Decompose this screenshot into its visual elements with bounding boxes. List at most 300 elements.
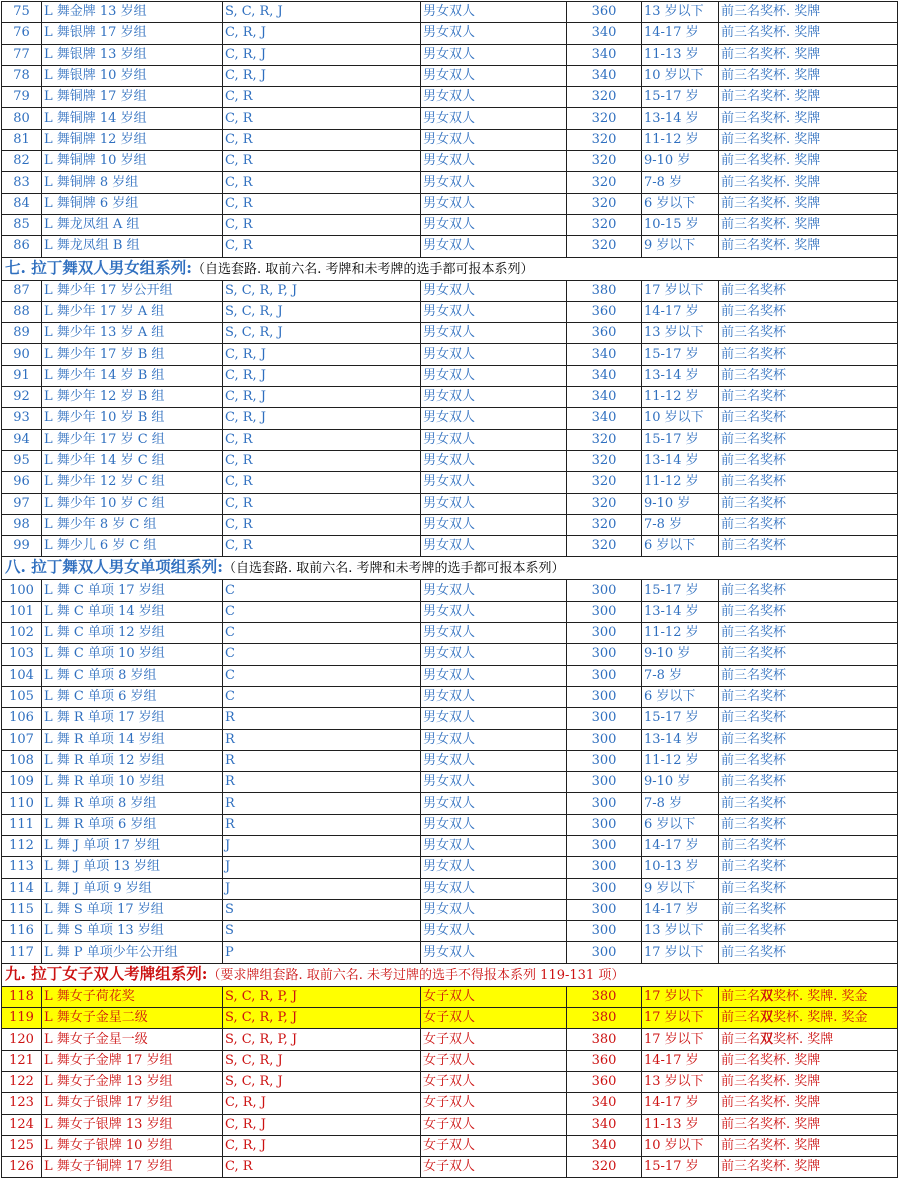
event-number-cell: 91 — [2, 365, 42, 386]
event-number-cell: 88 — [2, 301, 42, 322]
category-cell: 男女双人 — [421, 899, 567, 920]
table-row — [2, 1008, 898, 1029]
award-cell — [719, 1008, 898, 1029]
event-number-cell: 103 — [2, 644, 42, 665]
category-cell: 男女双人 — [421, 793, 567, 814]
dances-cell: C, R — [223, 87, 421, 108]
event-number-cell: 82 — [2, 151, 42, 172]
event-name-cell: L 舞女子金星二级 — [42, 1008, 223, 1029]
fee-cell: 320 — [567, 1157, 642, 1178]
fee-cell: 300 — [567, 857, 642, 878]
table-row — [2, 729, 898, 750]
table-row — [2, 172, 898, 193]
event-name-cell: L 舞 S 单项 17 岁组 — [42, 899, 223, 920]
event-name-cell: L 舞女子金牌 13 岁组 — [42, 1071, 223, 1092]
table-row — [2, 87, 898, 108]
section-title: 七. 拉丁舞双人男女组系列: — [5, 257, 193, 277]
fee-cell: 300 — [567, 814, 642, 835]
section-header-cell — [2, 557, 898, 580]
category-cell: 男女双人 — [421, 644, 567, 665]
dances-cell: C — [223, 601, 421, 622]
dances-cell: S — [223, 899, 421, 920]
event-number-cell: 97 — [2, 493, 42, 514]
award-double-mark: 双 — [760, 1010, 774, 1026]
table-row — [2, 686, 898, 707]
competition-events-table — [1, 1, 898, 1178]
section-note: （自选套路. 取前六名. 考牌和未考牌的选手都可报本系列） — [192, 261, 534, 277]
event-number-cell: 106 — [2, 708, 42, 729]
award-cell: 前三名奖杯. 奖牌 — [719, 65, 898, 86]
award-cell: 前三名奖杯 — [719, 644, 898, 665]
award-cell: 前三名奖杯 — [719, 686, 898, 707]
age-group-cell: 10-15 岁 — [642, 214, 719, 235]
section-header-cell — [2, 257, 898, 280]
table-row — [2, 835, 898, 856]
fee-cell: 300 — [567, 708, 642, 729]
age-group-cell: 7-8 岁 — [642, 514, 719, 535]
award-cell: 前三名奖杯 — [719, 793, 898, 814]
table-row — [2, 301, 898, 322]
fee-cell: 300 — [567, 921, 642, 942]
dances-cell: R — [223, 729, 421, 750]
award-cell: 前三名奖杯. 奖牌 — [719, 2, 898, 23]
table-row — [2, 450, 898, 471]
fee-cell: 300 — [567, 750, 642, 771]
age-group-cell: 14-17 岁 — [642, 835, 719, 856]
dances-cell: C, R, J — [223, 1114, 421, 1135]
dances-cell: C, R, J — [223, 1093, 421, 1114]
fee-cell: 380 — [567, 1029, 642, 1050]
dances-cell: C, R — [223, 514, 421, 535]
dances-cell: C, R — [223, 236, 421, 257]
age-group-cell: 15-17 岁 — [642, 1157, 719, 1178]
award-cell: 前三名奖杯. 奖牌 — [719, 1093, 898, 1114]
table-row — [2, 814, 898, 835]
event-number-cell: 101 — [2, 601, 42, 622]
dances-cell: R — [223, 814, 421, 835]
category-cell: 男女双人 — [421, 365, 567, 386]
event-number-cell: 119 — [2, 1008, 42, 1029]
dances-cell: S, C, R, J — [223, 1071, 421, 1092]
category-cell: 男女双人 — [421, 536, 567, 557]
fee-cell: 300 — [567, 899, 642, 920]
fee-cell: 340 — [567, 344, 642, 365]
award-cell: 前三名奖杯 — [719, 323, 898, 344]
event-name-cell: L 舞铜牌 12 岁组 — [42, 129, 223, 150]
age-group-cell: 11-12 岁 — [642, 750, 719, 771]
dances-cell: C, R, J — [223, 408, 421, 429]
event-number-cell: 80 — [2, 108, 42, 129]
category-cell: 女子双人 — [421, 1114, 567, 1135]
category-cell: 男女双人 — [421, 87, 567, 108]
age-group-cell: 9-10 岁 — [642, 493, 719, 514]
dances-cell: C, R — [223, 214, 421, 235]
event-number-cell: 114 — [2, 878, 42, 899]
event-number-cell: 76 — [2, 23, 42, 44]
event-number-cell: 79 — [2, 87, 42, 108]
event-name-cell: L 舞 J 单项 13 岁组 — [42, 857, 223, 878]
age-group-cell: 11-12 岁 — [642, 623, 719, 644]
category-cell: 女子双人 — [421, 1029, 567, 1050]
event-number-cell: 120 — [2, 1029, 42, 1050]
dances-cell: C, R — [223, 193, 421, 214]
event-number-cell: 87 — [2, 280, 42, 301]
event-number-cell: 90 — [2, 344, 42, 365]
age-group-cell: 17 岁以下 — [642, 1008, 719, 1029]
event-number-cell: 124 — [2, 1114, 42, 1135]
age-group-cell: 7-8 岁 — [642, 793, 719, 814]
event-number-cell: 83 — [2, 172, 42, 193]
event-number-cell: 126 — [2, 1157, 42, 1178]
fee-cell: 380 — [567, 1008, 642, 1029]
award-cell: 前三名奖杯. 奖牌 — [719, 1071, 898, 1092]
event-number-cell: 110 — [2, 793, 42, 814]
category-cell: 男女双人 — [421, 835, 567, 856]
dances-cell: C, R — [223, 1157, 421, 1178]
event-name-cell: L 舞 C 单项 10 岁组 — [42, 644, 223, 665]
category-cell: 男女双人 — [421, 344, 567, 365]
award-cell: 前三名奖杯 — [719, 472, 898, 493]
fee-cell: 340 — [567, 23, 642, 44]
fee-cell: 340 — [567, 408, 642, 429]
award-cell: 前三名奖杯 — [719, 729, 898, 750]
category-cell: 男女双人 — [421, 708, 567, 729]
dances-cell: C, R, J — [223, 23, 421, 44]
age-group-cell: 13-14 岁 — [642, 108, 719, 129]
award-cell — [719, 1029, 898, 1050]
event-name-cell: L 舞 C 单项 12 岁组 — [42, 623, 223, 644]
dances-cell: C — [223, 665, 421, 686]
category-cell: 男女双人 — [421, 472, 567, 493]
age-group-cell: 11-12 岁 — [642, 387, 719, 408]
event-number-cell: 102 — [2, 623, 42, 644]
category-cell: 男女双人 — [421, 601, 567, 622]
table-row — [2, 1114, 898, 1135]
fee-cell: 300 — [567, 729, 642, 750]
section-header-cell — [2, 963, 898, 986]
dances-cell: C — [223, 686, 421, 707]
fee-cell: 320 — [567, 214, 642, 235]
category-cell: 男女双人 — [421, 729, 567, 750]
award-cell: 前三名奖杯 — [719, 429, 898, 450]
category-cell: 男女双人 — [421, 323, 567, 344]
award-cell: 前三名奖杯 — [719, 365, 898, 386]
table-row — [2, 1157, 898, 1178]
table-row — [2, 408, 898, 429]
age-group-cell: 14-17 岁 — [642, 1093, 719, 1114]
dances-cell: C, R — [223, 108, 421, 129]
table-row — [2, 108, 898, 129]
fee-cell: 340 — [567, 44, 642, 65]
category-cell: 男女双人 — [421, 151, 567, 172]
event-name-cell: L 舞少年 14 岁 C 组 — [42, 450, 223, 471]
table-row — [2, 514, 898, 535]
category-cell: 男女双人 — [421, 108, 567, 129]
event-number-cell: 112 — [2, 835, 42, 856]
fee-cell: 340 — [567, 1114, 642, 1135]
event-number-cell: 84 — [2, 193, 42, 214]
age-group-cell: 11-13 岁 — [642, 44, 719, 65]
category-cell: 男女双人 — [421, 65, 567, 86]
event-name-cell: L 舞女子银牌 13 岁组 — [42, 1114, 223, 1135]
category-cell: 男女双人 — [421, 429, 567, 450]
table-row — [2, 601, 898, 622]
age-group-cell: 10 岁以下 — [642, 65, 719, 86]
event-name-cell: L 舞铜牌 17 岁组 — [42, 87, 223, 108]
category-cell: 男女双人 — [421, 623, 567, 644]
award-cell: 前三名奖杯 — [719, 835, 898, 856]
table-row — [2, 921, 898, 942]
table-row — [2, 623, 898, 644]
event-number-cell: 93 — [2, 408, 42, 429]
table-row — [2, 65, 898, 86]
fee-cell: 300 — [567, 601, 642, 622]
age-group-cell: 15-17 岁 — [642, 708, 719, 729]
dances-cell: C, R — [223, 429, 421, 450]
event-number-cell: 111 — [2, 814, 42, 835]
fee-cell: 320 — [567, 514, 642, 535]
category-cell: 男女双人 — [421, 280, 567, 301]
dances-cell: C — [223, 580, 421, 601]
category-cell: 男女双人 — [421, 236, 567, 257]
fee-cell: 360 — [567, 1071, 642, 1092]
event-number-cell: 89 — [2, 323, 42, 344]
event-name-cell: L 舞女子荷花奖 — [42, 986, 223, 1007]
award-cell: 前三名奖杯. 奖牌 — [719, 129, 898, 150]
dances-cell: S, C, R, J — [223, 1050, 421, 1071]
event-number-cell: 122 — [2, 1071, 42, 1092]
dances-cell: J — [223, 835, 421, 856]
table-row — [2, 344, 898, 365]
event-name-cell: L 舞 R 单项 17 岁组 — [42, 708, 223, 729]
dances-cell: S, C, R, J — [223, 2, 421, 23]
age-group-cell: 17 岁以下 — [642, 986, 719, 1007]
table-row — [2, 129, 898, 150]
event-number-cell: 96 — [2, 472, 42, 493]
category-cell: 男女双人 — [421, 942, 567, 963]
age-group-cell: 13-14 岁 — [642, 601, 719, 622]
award-cell: 前三名奖杯 — [719, 899, 898, 920]
award-cell: 前三名奖杯. 奖牌 — [719, 1114, 898, 1135]
fee-cell: 340 — [567, 387, 642, 408]
category-cell: 男女双人 — [421, 686, 567, 707]
fee-cell: 300 — [567, 644, 642, 665]
award-cell: 前三名奖杯 — [719, 878, 898, 899]
fee-cell: 340 — [567, 1093, 642, 1114]
event-name-cell: L 舞少年 10 岁 C 组 — [42, 493, 223, 514]
award-cell: 前三名奖杯 — [719, 580, 898, 601]
table-row — [2, 2, 898, 23]
event-name-cell: L 舞女子金星一级 — [42, 1029, 223, 1050]
category-cell: 女子双人 — [421, 1008, 567, 1029]
event-number-cell: 117 — [2, 942, 42, 963]
age-group-cell: 10 岁以下 — [642, 1135, 719, 1156]
event-name-cell: L 舞少年 13 岁 A 组 — [42, 323, 223, 344]
event-number-cell: 94 — [2, 429, 42, 450]
fee-cell: 320 — [567, 472, 642, 493]
age-group-cell: 13 岁以下 — [642, 2, 719, 23]
award-cell: 前三名奖杯 — [719, 921, 898, 942]
fee-cell: 340 — [567, 1135, 642, 1156]
table-row — [2, 323, 898, 344]
dances-cell: C, R — [223, 536, 421, 557]
table-row — [2, 644, 898, 665]
section-title: 八. 拉丁舞双人男女单项组系列: — [5, 557, 224, 577]
section-title: 九. 拉丁女子双人考牌组系列: — [5, 963, 208, 983]
age-group-cell: 10-13 岁 — [642, 857, 719, 878]
dances-cell: S, C, R, P, J — [223, 1008, 421, 1029]
event-number-cell: 105 — [2, 686, 42, 707]
dances-cell: C, R — [223, 151, 421, 172]
award-suffix: 奖杯. 奖牌 — [773, 1031, 834, 1047]
event-number-cell: 115 — [2, 899, 42, 920]
fee-cell: 320 — [567, 193, 642, 214]
table-row — [2, 365, 898, 386]
age-group-cell: 13-14 岁 — [642, 365, 719, 386]
event-number-cell: 104 — [2, 665, 42, 686]
event-name-cell: L 舞少年 12 岁 B 组 — [42, 387, 223, 408]
dances-cell: C, R, J — [223, 344, 421, 365]
table-row — [2, 472, 898, 493]
event-name-cell: L 舞少年 17 岁 C 组 — [42, 429, 223, 450]
event-name-cell: L 舞金牌 13 岁组 — [42, 2, 223, 23]
event-number-cell: 109 — [2, 772, 42, 793]
event-name-cell: L 舞 C 单项 17 岁组 — [42, 580, 223, 601]
age-group-cell: 15-17 岁 — [642, 344, 719, 365]
age-group-cell: 15-17 岁 — [642, 429, 719, 450]
table-row — [2, 493, 898, 514]
table-row — [2, 857, 898, 878]
event-name-cell: L 舞 R 单项 10 岁组 — [42, 772, 223, 793]
category-cell: 男女双人 — [421, 750, 567, 771]
event-name-cell: L 舞女子金牌 17 岁组 — [42, 1050, 223, 1071]
category-cell: 男女双人 — [421, 878, 567, 899]
event-name-cell: L 舞 C 单项 14 岁组 — [42, 601, 223, 622]
award-cell: 前三名奖杯. 奖牌 — [719, 193, 898, 214]
category-cell: 男女双人 — [421, 814, 567, 835]
dances-cell: S — [223, 921, 421, 942]
age-group-cell: 13-14 岁 — [642, 450, 719, 471]
category-cell: 女子双人 — [421, 986, 567, 1007]
fee-cell: 360 — [567, 2, 642, 23]
award-cell: 前三名奖杯. 奖牌 — [719, 172, 898, 193]
event-name-cell: L 舞龙凤组 A 组 — [42, 214, 223, 235]
award-cell: 前三名奖杯 — [719, 536, 898, 557]
table-row — [2, 151, 898, 172]
award-cell: 前三名奖杯. 奖牌 — [719, 1135, 898, 1156]
event-number-cell: 118 — [2, 986, 42, 1007]
fee-cell: 300 — [567, 580, 642, 601]
dances-cell: J — [223, 857, 421, 878]
age-group-cell: 14-17 岁 — [642, 301, 719, 322]
table-row — [2, 708, 898, 729]
award-cell: 前三名奖杯 — [719, 708, 898, 729]
category-cell: 男女双人 — [421, 772, 567, 793]
award-cell: 前三名奖杯 — [719, 665, 898, 686]
event-name-cell: L 舞 R 单项 12 岁组 — [42, 750, 223, 771]
award-cell: 前三名奖杯. 奖牌 — [719, 44, 898, 65]
table-row — [2, 280, 898, 301]
fee-cell: 340 — [567, 365, 642, 386]
dances-cell: S, C, R, P, J — [223, 986, 421, 1007]
age-group-cell: 14-17 岁 — [642, 1050, 719, 1071]
event-number-cell: 95 — [2, 450, 42, 471]
event-name-cell: L 舞少年 14 岁 B 组 — [42, 365, 223, 386]
age-group-cell: 13 岁以下 — [642, 921, 719, 942]
dances-cell: P — [223, 942, 421, 963]
dances-cell: C, R — [223, 472, 421, 493]
event-name-cell: L 舞 J 单项 9 岁组 — [42, 878, 223, 899]
event-name-cell: L 舞银牌 17 岁组 — [42, 23, 223, 44]
fee-cell: 300 — [567, 665, 642, 686]
event-name-cell: L 舞女子银牌 17 岁组 — [42, 1093, 223, 1114]
dances-cell: R — [223, 708, 421, 729]
event-name-cell: L 舞 R 单项 14 岁组 — [42, 729, 223, 750]
event-name-cell: L 舞少年 17 岁 B 组 — [42, 344, 223, 365]
award-double-mark: 双 — [760, 988, 774, 1004]
dances-cell: R — [223, 750, 421, 771]
event-name-cell: L 舞少年 10 岁 B 组 — [42, 408, 223, 429]
event-name-cell: L 舞少年 17 岁 A 组 — [42, 301, 223, 322]
section-header — [2, 257, 898, 280]
category-cell: 男女双人 — [421, 387, 567, 408]
dances-cell: C, R, J — [223, 44, 421, 65]
event-name-cell: L 舞少年 12 岁 C 组 — [42, 472, 223, 493]
category-cell: 女子双人 — [421, 1071, 567, 1092]
category-cell: 女子双人 — [421, 1093, 567, 1114]
award-cell: 前三名奖杯 — [719, 301, 898, 322]
event-name-cell: L 舞少年 17 岁公开组 — [42, 280, 223, 301]
dances-cell: R — [223, 793, 421, 814]
fee-cell: 300 — [567, 942, 642, 963]
fee-cell: 380 — [567, 280, 642, 301]
fee-cell: 340 — [567, 65, 642, 86]
event-number-cell: 100 — [2, 580, 42, 601]
category-cell: 男女双人 — [421, 2, 567, 23]
age-group-cell: 13 岁以下 — [642, 323, 719, 344]
award-cell: 前三名奖杯 — [719, 601, 898, 622]
award-cell: 前三名奖杯. 奖牌 — [719, 23, 898, 44]
event-name-cell: L 舞龙凤组 B 组 — [42, 236, 223, 257]
dances-cell: C, R, J — [223, 65, 421, 86]
award-cell: 前三名奖杯. 奖牌 — [719, 214, 898, 235]
event-name-cell: L 舞 J 单项 17 岁组 — [42, 835, 223, 856]
age-group-cell: 9-10 岁 — [642, 644, 719, 665]
table-row — [2, 536, 898, 557]
event-name-cell: L 舞少年 8 岁 C 组 — [42, 514, 223, 535]
event-name-cell: L 舞 C 单项 8 岁组 — [42, 665, 223, 686]
fee-cell: 320 — [567, 493, 642, 514]
award-cell: 前三名奖杯 — [719, 623, 898, 644]
age-group-cell: 11-13 岁 — [642, 1114, 719, 1135]
fee-cell: 320 — [567, 536, 642, 557]
category-cell: 男女双人 — [421, 921, 567, 942]
event-name-cell: L 舞银牌 13 岁组 — [42, 44, 223, 65]
award-cell: 前三名奖杯 — [719, 514, 898, 535]
fee-cell: 320 — [567, 108, 642, 129]
dances-cell: C, R — [223, 172, 421, 193]
table-row — [2, 750, 898, 771]
fee-cell: 360 — [567, 323, 642, 344]
table-row — [2, 236, 898, 257]
event-name-cell: L 舞 C 单项 6 岁组 — [42, 686, 223, 707]
fee-cell: 300 — [567, 772, 642, 793]
award-cell: 前三名奖杯 — [719, 387, 898, 408]
category-cell: 男女双人 — [421, 514, 567, 535]
event-number-cell: 125 — [2, 1135, 42, 1156]
category-cell: 男女双人 — [421, 450, 567, 471]
dances-cell: J — [223, 878, 421, 899]
